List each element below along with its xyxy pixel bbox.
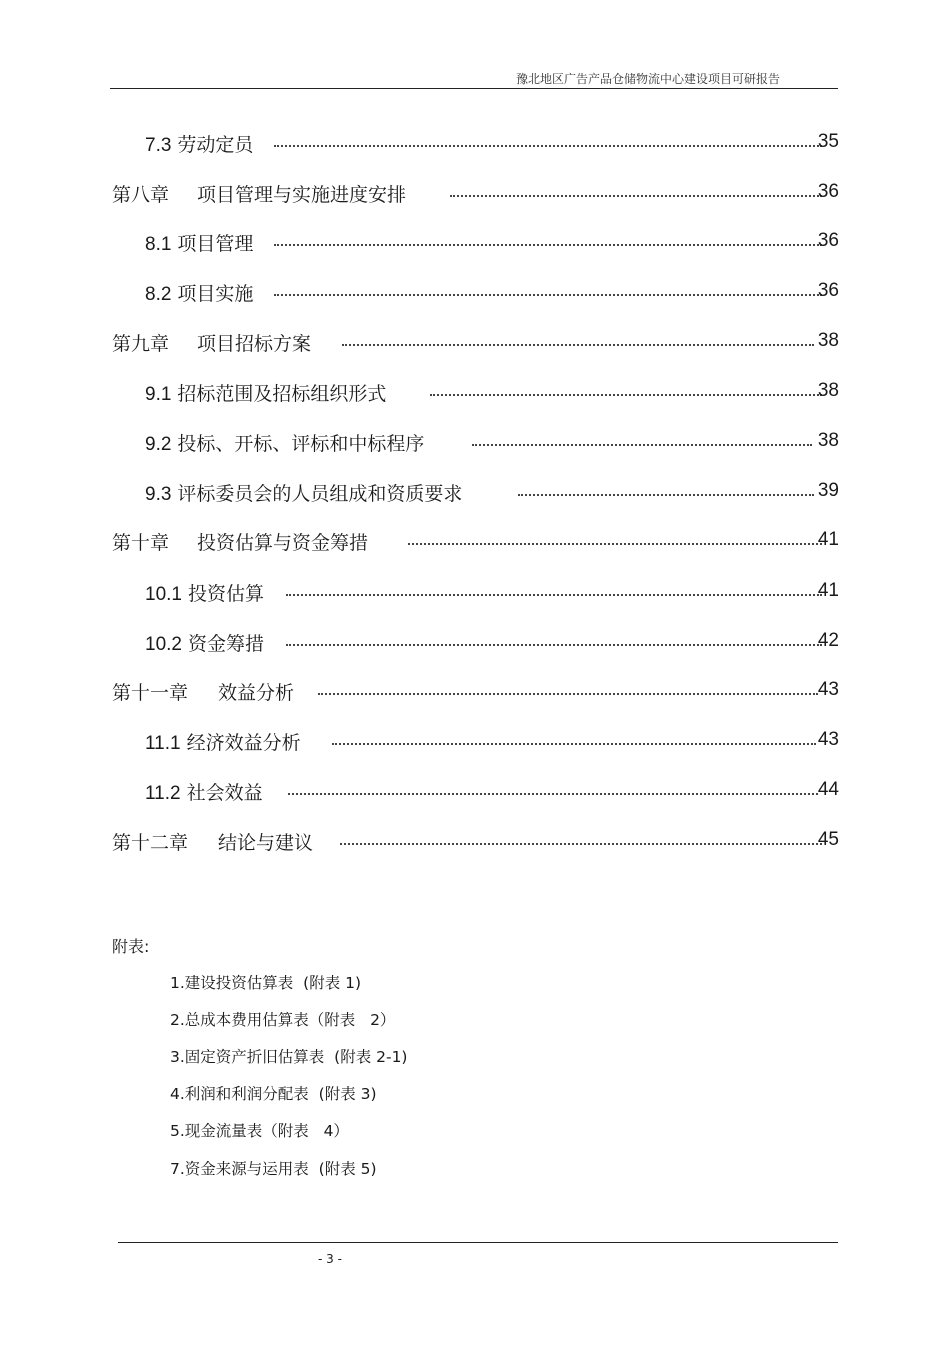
toc-entry-number: 第八章 — [112, 185, 170, 206]
toc-dot-leader — [318, 693, 818, 695]
toc-entry[interactable] — [0, 276, 950, 306]
toc-entry-page: 43 — [817, 679, 839, 700]
toc-entry-number: 9.2 — [145, 434, 172, 455]
toc-entry-page: 44 — [817, 779, 839, 800]
toc-entry-number: 第十章 — [112, 533, 170, 554]
toc-entry[interactable] — [0, 525, 950, 555]
toc-dot-leader — [518, 494, 814, 496]
toc-entry[interactable] — [0, 177, 950, 207]
toc-entry-page: 42 — [817, 630, 839, 651]
toc-dot-leader — [274, 244, 822, 246]
toc-entry-page: 39 — [817, 480, 839, 501]
toc-entry-title: 项目管理 — [177, 233, 254, 255]
toc-dot-leader — [408, 543, 822, 545]
running-header-title: 豫北地区广告产品仓储物流中心建设项目可研报告 — [515, 72, 780, 86]
toc-entry-number: 8.1 — [145, 234, 172, 255]
toc-entry[interactable] — [0, 576, 950, 606]
appendix-item: 3.固定资产折旧估算表 (附表 2-1) — [170, 1048, 408, 1066]
page-number: - 3 - — [318, 1252, 342, 1266]
toc-entry-number: 第九章 — [112, 334, 170, 355]
toc-dot-leader — [286, 644, 822, 646]
toc-entry-number: 第十二章 — [112, 833, 189, 854]
toc-entry-page: 36 — [817, 280, 839, 301]
toc-entry-page: 43 — [817, 729, 839, 750]
toc-entry-title: 投资估算与资金筹措 — [197, 532, 369, 554]
toc-entry-number: 9.3 — [145, 484, 172, 505]
toc-entry-title: 劳动定员 — [177, 134, 254, 156]
toc-dot-leader — [288, 793, 818, 795]
toc-entry-title: 项目招标方案 — [197, 333, 312, 355]
toc-entry-page: 41 — [817, 529, 839, 550]
toc-entry-title: 社会效益 — [186, 782, 263, 804]
toc-entry-title: 结论与建议 — [218, 832, 314, 854]
toc-entry[interactable] — [0, 127, 950, 157]
toc-dot-leader — [430, 394, 822, 396]
toc-entry-number: 8.2 — [145, 284, 172, 305]
toc-entry-number: 9.1 — [145, 384, 172, 405]
toc-entry-title: 招标范围及招标组织形式 — [177, 383, 387, 405]
toc-entry-page: 36 — [817, 181, 839, 202]
toc-dot-leader — [286, 594, 822, 596]
toc-entry[interactable] — [0, 725, 950, 755]
toc-dot-leader — [340, 843, 822, 845]
toc-entry-page: 41 — [817, 580, 839, 601]
appendix-item: 5.现金流量表（附表 4） — [170, 1122, 349, 1140]
toc-dot-leader — [472, 444, 812, 446]
toc-entry[interactable] — [0, 376, 950, 406]
toc-entry[interactable] — [0, 426, 950, 456]
toc-dot-leader — [274, 294, 822, 296]
toc-entry[interactable] — [0, 675, 950, 705]
footer-divider — [118, 1242, 838, 1243]
toc-entry-number: 第十一章 — [112, 683, 189, 704]
toc-entry-title: 效益分析 — [218, 682, 295, 704]
appendix-item: 7.资金来源与运用表 (附表 5) — [170, 1160, 377, 1178]
toc-entry-number: 10.2 — [145, 634, 182, 655]
appendix-item: 2.总成本费用估算表（附表 2） — [170, 1011, 396, 1029]
toc-entry[interactable] — [0, 476, 950, 506]
toc-entry[interactable] — [0, 825, 950, 855]
toc-entry-number: 10.1 — [145, 584, 182, 605]
toc-dot-leader — [342, 344, 814, 346]
toc-entry[interactable] — [0, 326, 950, 356]
toc-entry-page: 45 — [817, 829, 839, 850]
toc-entry-title: 投资估算 — [187, 583, 264, 605]
toc-entry[interactable] — [0, 226, 950, 256]
appendix-item: 1.建设投资估算表 (附表 1) — [170, 974, 362, 992]
toc-entry-title: 项目实施 — [177, 283, 254, 305]
toc-entry-number: 11.2 — [145, 783, 181, 804]
toc-entry-page: 38 — [817, 330, 839, 351]
toc-dot-leader — [332, 743, 816, 745]
toc-entry-number: 7.3 — [145, 135, 172, 156]
toc-entry-title: 资金筹措 — [187, 633, 264, 655]
appendix-item: 4.利润和利润分配表 (附表 3) — [170, 1085, 377, 1103]
toc-entry-page: 35 — [817, 131, 839, 152]
toc-entry[interactable] — [0, 626, 950, 656]
toc-dot-leader — [274, 145, 822, 147]
toc-dot-leader — [450, 195, 822, 197]
toc-entry-title: 评标委员会的人员组成和资质要求 — [177, 483, 463, 505]
toc-entry-page: 38 — [817, 430, 839, 451]
toc-entry-title: 项目管理与实施进度安排 — [197, 184, 407, 206]
toc-entry-page: 38 — [817, 380, 839, 401]
toc-entry-title: 投标、开标、评标和中标程序 — [177, 433, 425, 455]
toc-entry-title: 经济效益分析 — [186, 732, 301, 754]
toc-entry-number: 11.1 — [145, 733, 181, 754]
toc-entry[interactable] — [0, 775, 950, 805]
toc-entry-page: 36 — [817, 230, 839, 251]
appendix-heading: 附表: — [112, 937, 150, 956]
